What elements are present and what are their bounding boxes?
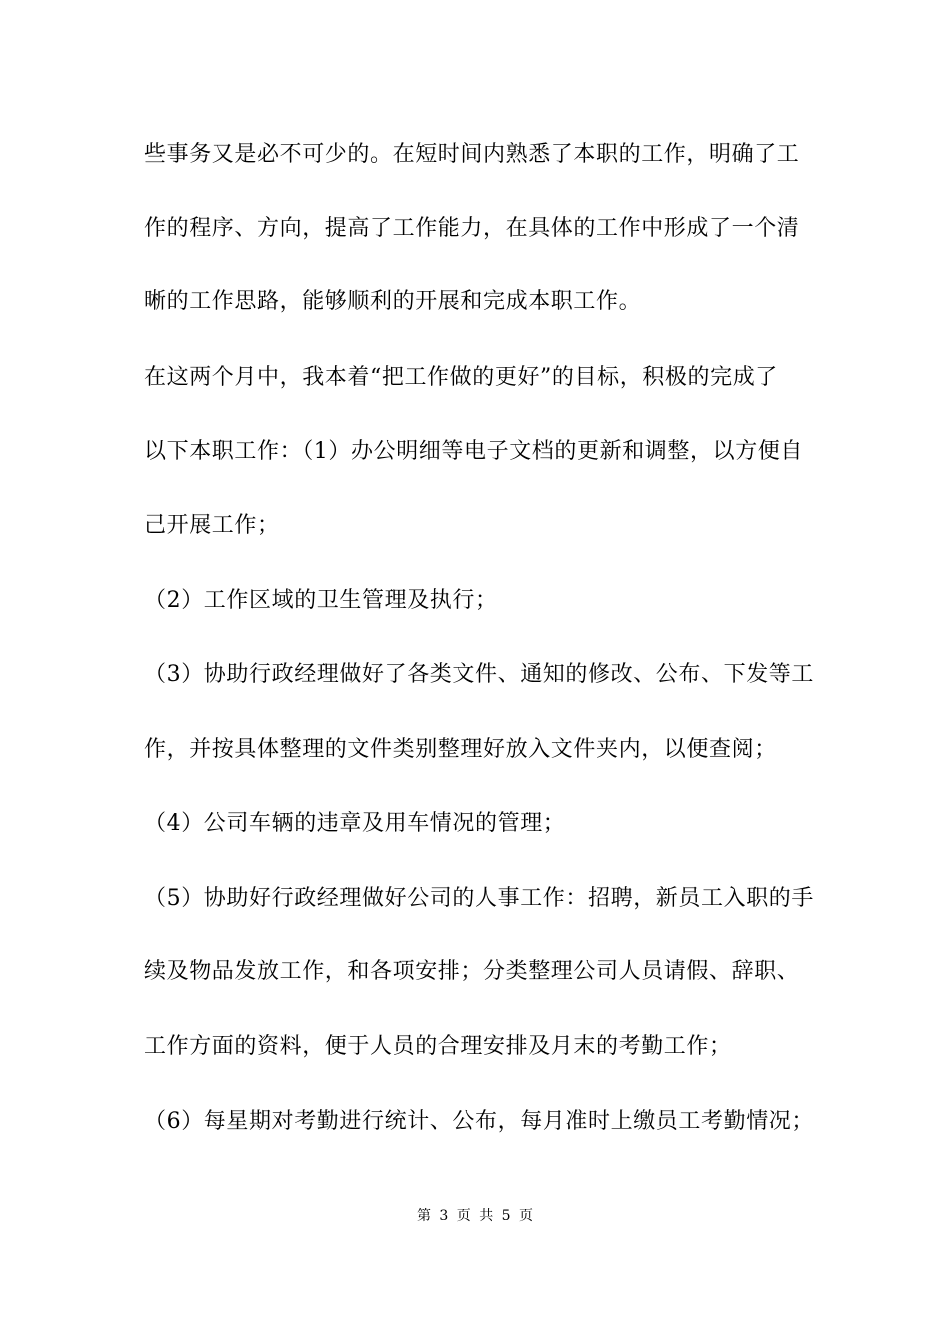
text-line: 工作方面的资料，便于人员的合理安排及月末的考勤工作； (144, 1034, 732, 1059)
text-line: （2）工作区域的卫生管理及执行； (144, 588, 498, 613)
text-line: 在这两个月中，我本着“把工作做的更好”的目标，积极的完成了 (144, 365, 778, 390)
text-line: 己开展工作； (144, 513, 280, 538)
footer-suffix: 页 (519, 1208, 534, 1224)
text-line: （5）协助好行政经理做好公司的人事工作：招聘，新员工入职的手 (144, 886, 814, 911)
text-line: 作的程序、方向，提高了工作能力，在具体的工作中形成了一个清 (144, 216, 800, 241)
text-line: （3）协助行政经理做好了各类文件、通知的修改、公布、下发等工 (144, 662, 814, 687)
text-line: 些事务又是必不可少的。在短时间内熟悉了本职的工作，明确了工 (144, 142, 800, 167)
text-line: 续及物品发放工作，和各项安排；分类整理公司人员请假、辞职、 (144, 959, 800, 984)
footer-total-word: 共 (479, 1208, 494, 1224)
footer-page-word: 页 (456, 1208, 471, 1224)
text-line: 以下本职工作：（1）办公明细等电子文档的更新和调整，以方便自 (144, 439, 803, 464)
page-footer (0, 1206, 950, 1226)
text-line: （6）每星期对考勤进行统计、公布，每月准时上缴员工考勤情况； (144, 1109, 814, 1134)
total-pages-number: 5 (501, 1208, 511, 1224)
text-line: 晰的工作思路，能够顺利的开展和完成本职工作。 (144, 289, 642, 314)
text-line: 作，并按具体整理的文件类别整理好放入文件夹内，以便查阅； (144, 737, 777, 762)
footer-prefix: 第 (416, 1208, 431, 1224)
text-line: （4）公司车辆的违章及用车情况的管理； (144, 811, 566, 836)
current-page-number: 3 (439, 1208, 449, 1224)
